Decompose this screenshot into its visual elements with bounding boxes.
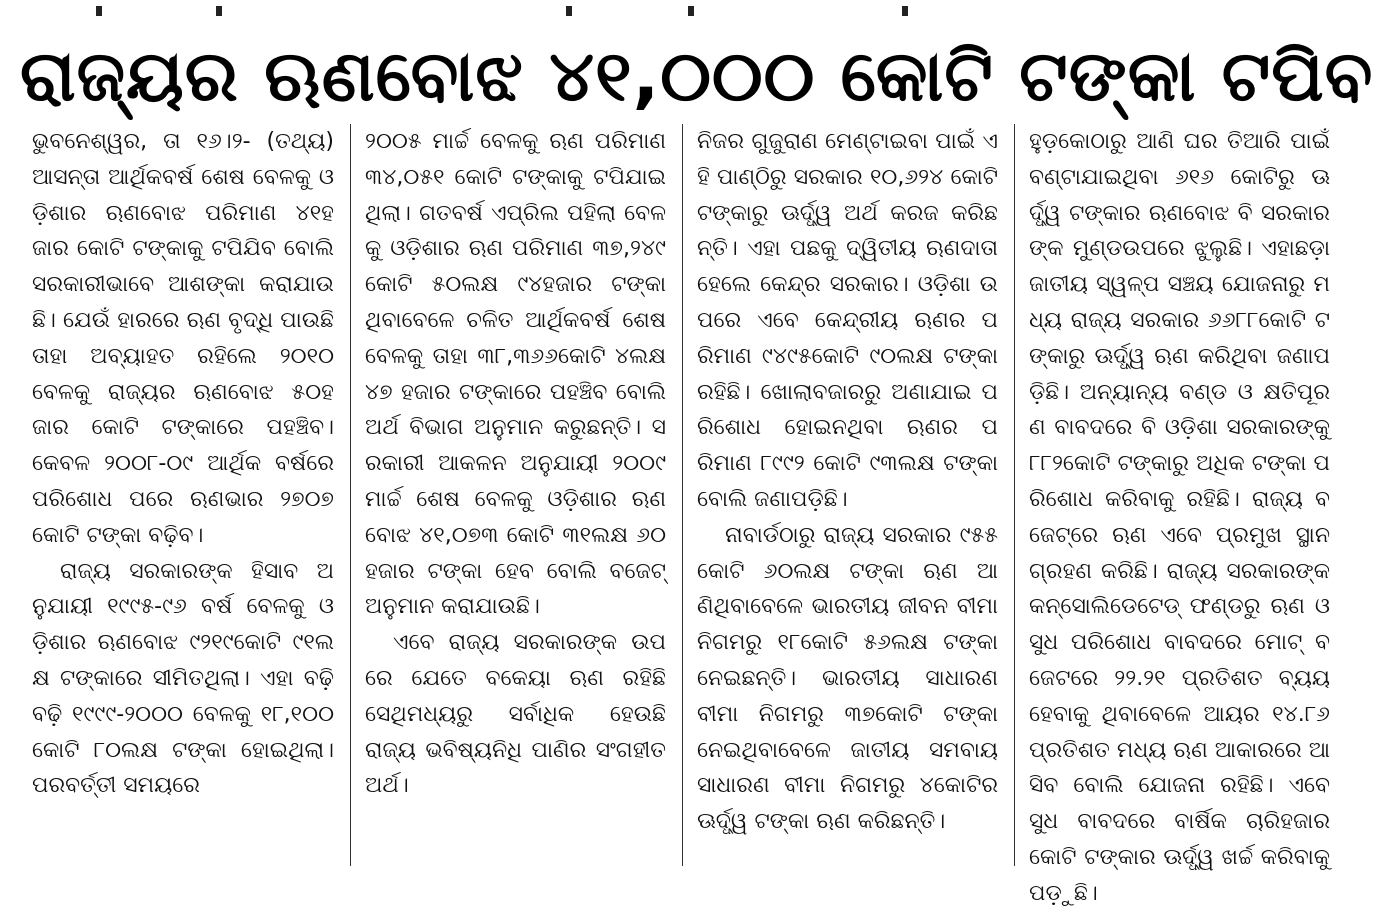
article-paragraph: ହୁଡ଼କୋଠାରୁ ଆଣି ଘର ତିଆରି ପାଇଁ ବଣ୍ଟାଯାଇଥିବା ୬୧୬ କୋଟିରୁ ଊର୍ଦ୍ଧ୍ୱ ଟଙ୍କାର ଋଣବୋଝ ବି ସରକାରଙ୍କ ମୁଣ୍ଡଉପରେ ଝୁଲୁଛି। ଏହାଛଡ଼ା ଜାତୀୟ ସ୍ୱଳ୍ପ ସଞ୍ଚୟ ଯୋଜନାରୁ ମଧ୍ୟ ରାଜ୍ୟ ସରକାର ୬୬୮୮କୋଟି ଟଙ୍କାରୁ ଊର୍ଦ୍ଧ୍ୱ ଋଣ କରିଥିବା ଜଣାପଡ଼ିଛି। ଅନ୍ୟାନ୍ୟ ବଣ୍ଡ ଓ କ୍ଷତିପୂରଣ ବାବଦରେ ବି ଓଡ଼ିଶା ସରକାରଙ୍କୁ ୮୮୨କୋଟି ଟଙ୍କାରୁ ଅଧିକ ଟଙ୍କା ପରିଶୋଧ କରିବାକୁ ରହିଛି। ରାଜ୍ୟ ବଜେଟ୍‌ରେ ଋଣ ଏବେ ପ୍ରମୁଖ ସ୍ଥାନ ଗ୍ରହଣ କରିଛି। ରାଜ୍ୟ ସରକାରଙ୍କ କନ୍‌ସୋଲିଡେଟେଡ୍ ଫଣ୍ଡରୁ ଋଣ ଓ ସୁଧ ପରିଶୋଧ ବାବଦରେ ମୋଟ୍ ବଜେଟରେ ୨୨.୨୧ ପ୍ରତିଶତ ବ୍ୟୟ ହେବାକୁ ଥିବାବେଳେ ଆୟର ୧୪.୮୬ ପ୍ରତିଶତ ମଧ୍ୟ ଋଣ ଆକାରରେ ଆସିବ ବୋଲି ଯୋଜନା ରହିଛି। ଏବେ ସୁଧ ବାବଦରେ ବାର୍ଷିକ ଚାରିହଜାର କୋଟି ଟଙ୍କାର ଊର୍ଦ୍ଧ୍ୱ ଖର୍ଚ୍ଚ କରିବାକୁ ପଡ଼ୁଛି। [1029,129,1330,906]
page-top-print-marks [0,6,1364,20]
article-column-4 [1014,124,1346,906]
article-paragraph: ୨୦୦୫ ମାର୍ଚ୍ଚ ବେଳକୁ ଋଣ ପରିମାଣ ୩୪,୦୫୧ କୋଟି ଟଙ୍କାକୁ ଟପିଯାଇଥିଲା। ଗତବର୍ଷ ଏପ୍ରିଲ ପହିଲା ବେଳକୁ ଓଡ଼ିଶାର ଋଣ ପରିମାଣ ୩୭,୨୪୯ କୋଟି ୫୦ଲକ୍ଷ ୯୪ହଜାର ଟଙ୍କା ଥିବାବେଳେ ଚଳିତ ଆର୍ଥିକବର୍ଷ ଶେଷବେଳକୁ ତାହା ୩୮,୩୬୬କୋଟି ୪ଲକ୍ଷ ୪୭ ହଜାର ଟଙ୍କାରେ ପହଞ୍ଚିବ ବୋଲି ଅର୍ଥ ବିଭାଗ ଅନୁମାନ କରୁଛନ୍ତି। ସରକାରୀ ଆକଳନ ଅନୁଯାୟୀ ୨୦୦୯ ମାର୍ଚ୍ଚ ଶେଷ ବେଳକୁ ଓଡ଼ିଶାର ଋଣବୋଝ ୪୧,୦୭୩ କୋଟି ୩୧ଲକ୍ଷ ୬୦ହଜାର ଟଙ୍କା ହେବ ବୋଲି ବଜେଟ୍ ଅନୁମାନ କରାଯାଉଛି। [365,129,666,620]
article-paragraph: ଭୁବନେଶ୍ୱର, ତା ୧୬।୨- (ତଥ୍ୟ) ଆସନ୍ତା ଆର୍ଥିକବର୍ଷ ଶେଷ ବେଳକୁ ଓଡ଼ିଶାର ଋଣବୋଝ ପରିମାଣ ୪୧ହଜାର କୋଟି ଟଙ୍କାକୁ ଟପିଯିବ ବୋଲି ସରକାରୀଭାବେ ଆଶଙ୍କା କରାଯାଉଛି। ଯେଉଁ ହାରରେ ଋଣ ବୃଦ୍ଧି ପାଉଛି ତାହା ଅବ୍ୟାହତ ରହିଲେ ୨୦୧୦ ବେଳକୁ ରାଜ୍ୟର ଋଣବୋଝ ୫୦ହଜାର କୋଟି ଟଙ୍କାରେ ପହଞ୍ଚିବ। କେବଳ ୨୦୦୮-୦୯ ଆର୍ଥିକ ବର୍ଷରେ ପରିଶୋଧ ପରେ ଋଣଭାର ୨୭୦୭ କୋଟି ଟଙ୍କା ବଢ଼ିବ। [32,129,334,548]
article-column-3 [682,124,1014,866]
article-paragraph: ଏବେ ରାଜ୍ୟ ସରକାରଙ୍କ ଉପରେ ଯେତେ ବକେୟା ଋଣ ରହିଛି ସେଥିମଧ୍ୟରୁ ସର୍ବାଧିକ ହେଉଛି ରାଜ୍ୟ ଭବିଷ୍ୟନିଧି ପାଣିର ସଂଗହୀତ ଅର୍ଥ। [365,630,666,799]
article-body [18,124,1348,906]
article-paragraph: ନାବାର୍ଡଠାରୁ ରାଜ୍ୟ ସରକାର ୯୫୫ କୋଟି ୬୦ଲକ୍ଷ ଟଙ୍କା ଋଣ ଆଣିଥିବାବେଳେ ଭାରତୀୟ ଜୀବନ ବୀମା ନିଗମରୁ ୧୮କୋଟି ୫୬ଲକ୍ଷ ଟଙ୍କା ନେଇଛନ୍ତି। ଭାରତୀୟ ସାଧାରଣ ବୀମା ନିଗମରୁ ୩୭କୋଟି ଟଙ୍କା ନେଇଥିବାବେଳେ ଜାତୀୟ ସମବାୟ ସାଧାରଣ ବୀମା ନିଗମରୁ ୪କୋଟିର ଊର୍ଦ୍ଧ୍ୱ ଟଙ୍କା ଋଣ କରିଛନ୍ତି। [697,522,998,835]
article-headline: ରାଜ୍ୟର ଋଣବୋଝ ୪୧,୦୦୦ କୋଟି ଟଙ୍କା ଟପିବ [20,35,1373,117]
article-column-2 [350,124,682,866]
article-column-1 [18,124,350,866]
article-paragraph: ରାଜ୍ୟ ସରକାରଙ୍କ ହିସାବ ଅନୁଯାୟୀ ୧୯୯୫-୯୬ ବର୍ଷ ବେଳକୁ ଓଡ଼ିଶାର ଋଣବୋଝ ୯୨୧୯କୋଟି ୯୧ଲକ୍ଷ ଟଙ୍କାରେ ସୀମିତଥିଲା। ଏହା ବଢ଼ି ବଢ଼ି ୧୯୯୯-୨୦୦୦ ବେଳକୁ ୧୮,୧୦୦କୋଟି ୮୦ଲକ୍ଷ ଟଙ୍କା ହୋଇଥିଲା। ପରବର୍ତ୍ତୀ ସମୟରେ [32,558,334,799]
article-paragraph: ନିଜର ଗୁଜୁରାଣ ମେଣ୍ଟାଇବା ପାଇଁ ଏହି ପାଣ୍ଠିରୁ ସରକାର ୧୦,୬୨୪ କୋଟି ଟଙ୍କାରୁ ଊର୍ଦ୍ଧ୍ୱ ଅର୍ଥ କରଜ କରିଛନ୍ତି। ଏହା ପଛକୁ ଦ୍ୱିତୀୟ ଋଣଦାତା ହେଲେ କେନ୍ଦ୍ର ସରକାର। ଓଡ଼ିଶା ଉପରେ ଏବେ କେନ୍ଦ୍ରୀୟ ଋଣର ପରିମାଣ ୯୪୯୫କୋଟି ୯୦ଲକ୍ଷ ଟଙ୍କା ରହିଛି। ଖୋଲାବଜାରରୁ ଅଣାଯାଇ ପରିଶୋଧ ହୋଇନଥିବା ଋଣର ପରିମାଣ ୮୯୯୨ କୋଟି ୯୩ଲକ୍ଷ ଟଙ୍କା ବୋଲି ଜଣାପଡ଼ିଛି। [697,129,998,512]
